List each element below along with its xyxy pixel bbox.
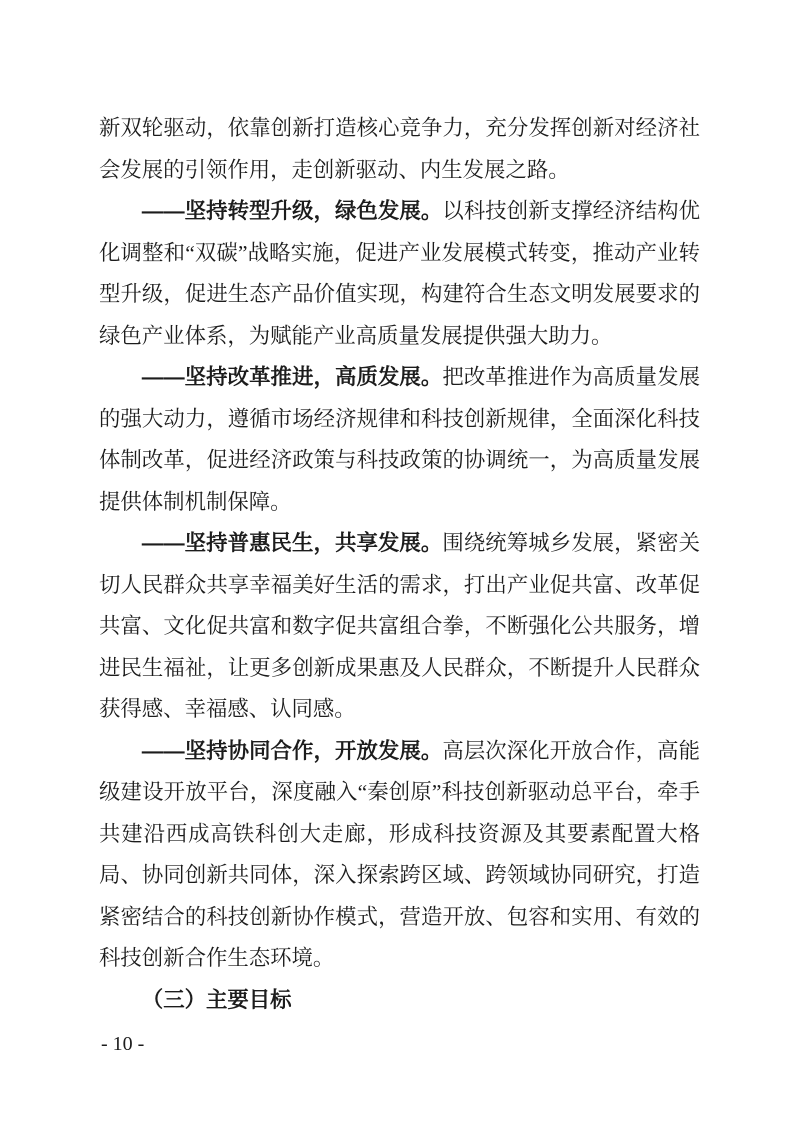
paragraph bbox=[99, 108, 700, 191]
paragraph bbox=[99, 191, 700, 357]
paragraph-text: 把改革推进作为高质量发展的强大动力，遵循市场经济规律和科技创新规律，全面深化科技体制改革，促进经济政策与科技政策的协调统一，为高质量发展提供体制机制保障。 bbox=[99, 365, 700, 514]
paragraph-lead: ——坚持改革推进，高质发展。 bbox=[141, 365, 443, 389]
paragraph-text: 以科技创新支撑经济结构优化调整和“双碳”战略实施，促进产业发展模式转变，推动产业转型升级，促进生态产品价值实现，构建符合生态文明发展要求的绿色产业体系，为赋能产业高质量发展提供强大助力。 bbox=[99, 199, 700, 348]
paragraph-text: 新双轮驱动，依靠创新打造核心竞争力，充分发挥创新对经济社会发展的引领作用，走创新驱动、内生发展之路。 bbox=[99, 116, 700, 182]
paragraph bbox=[99, 523, 700, 731]
page-number: - 10 - bbox=[101, 1033, 145, 1055]
paragraph-lead: ——坚持普惠民生，共享发展。 bbox=[141, 531, 443, 555]
paragraph-lead: ——坚持转型升级，绿色发展。 bbox=[141, 199, 443, 223]
paragraph bbox=[99, 731, 700, 980]
page-body bbox=[99, 108, 700, 1021]
paragraph bbox=[99, 357, 700, 523]
section-heading: （三）主要目标 bbox=[141, 987, 292, 1012]
paragraph-text: 高层次深化开放合作，高能级建设开放平台，深度融入“秦创原”科技创新驱动总平台，牵手共建沿西成高铁科创大走廊，形成科技资源及其要素配置大格局、协同创新共同体，深入探索跨区域、跨领域协同研究，打造紧密结合的科技创新协作模式，营造开放、包容和实用、有效的科技创新合作生态环境。 bbox=[99, 738, 700, 970]
paragraph-text: 围绕统筹城乡发展，紧密关切人民群众共享幸福美好生活的需求，打出产业促共富、改革促共富、文化促共富和数字促共富组合拳，不断强化公共服务，增进民生福祉，让更多创新成果惠及人民群众，不断提升人民群众获得感、幸福感、认同感。 bbox=[99, 531, 700, 721]
paragraph-lead: ——坚持协同合作，开放发展。 bbox=[141, 738, 443, 763]
